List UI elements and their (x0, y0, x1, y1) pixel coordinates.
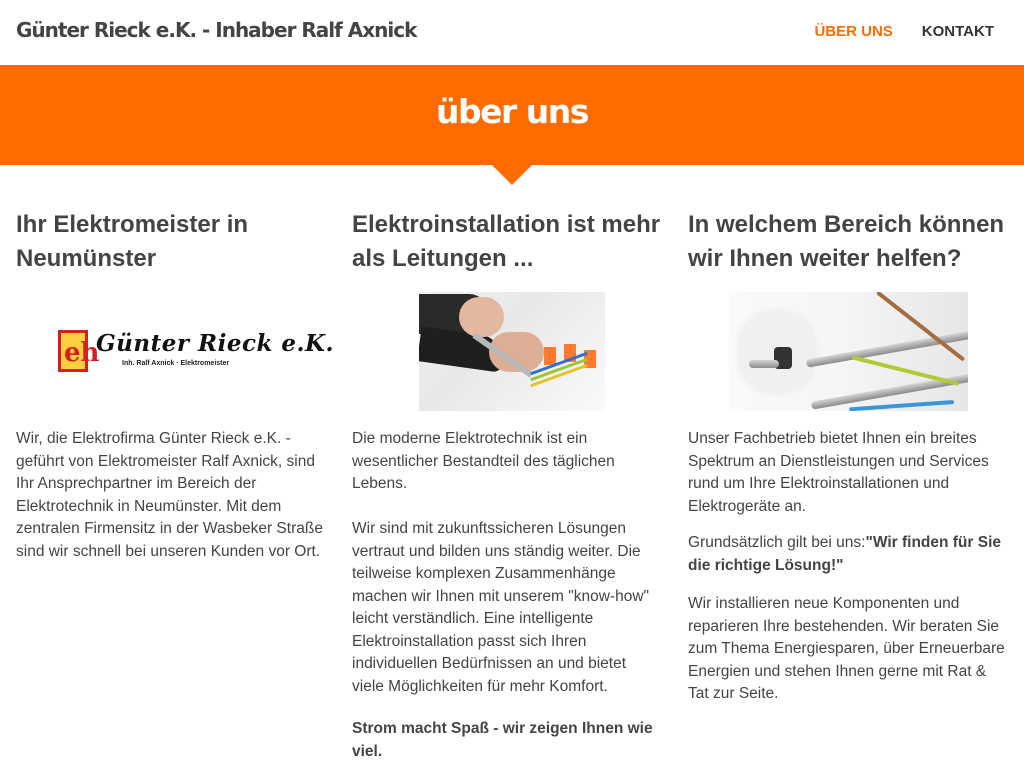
nav-item-kontakt[interactable]: KONTAKT (921, 23, 994, 40)
logo-mark-icon (58, 330, 100, 372)
photo-detail (459, 297, 504, 337)
nav-item-ueber-uns[interactable]: ÜBER UNS (814, 23, 893, 40)
navbar (0, 0, 1024, 65)
column-text (688, 532, 1008, 577)
company-logo (58, 330, 335, 376)
photo-detail (806, 304, 968, 367)
wiring-installation-photo (419, 292, 605, 411)
banner-pointer-arrow (492, 165, 532, 185)
column-bereiche (688, 208, 1008, 702)
power-plug-photo (729, 292, 968, 411)
motto-bold: "Wir finden für Sie die richtige Lösung!" (688, 534, 1002, 574)
photo-detail (849, 400, 954, 411)
logo-subtitle: Inh. Ralf Axnick · Elektromeister (122, 360, 230, 367)
column-text: Wir sind mit zukunftssicheren Lösungen vertraut und bilden uns ständig weiter. Die teilweise komplexen Zusammenhänge machen wir Ihnen mit unserem "know-how" leicht verständlich. Eine intelligente Elektroinstallation passt sich Ihren individuellen Bedürfnissen an und bietet viele Möglichkeiten für mehr Komfort. (352, 520, 650, 695)
motto-prefix: Grundsätzlich gilt bei uns: (688, 534, 866, 551)
column-heading: Elektroinstallation ist mehr als Leitungen ... (352, 211, 661, 272)
main-nav (814, 23, 994, 40)
column-tagline: Strom macht Spaß - wir zeigen Ihnen wie viel. (352, 720, 653, 760)
column-heading: In welchem Bereich können wir Ihnen weiter helfen? (688, 211, 1005, 272)
photo-detail (749, 360, 779, 368)
column-elektromeister (16, 208, 336, 560)
column-text: Wir installieren neue Komponenten und reparieren Ihre bestehenden. Wir beraten Sie zum Thema Energiesparen, über Erneuerbare Energien und stehen Ihnen gerne mit Rat & Tat zur Seite. (688, 595, 1005, 702)
hero-banner (0, 65, 1024, 165)
column-text: Die moderne Elektrotechnik ist ein wesentlicher Bestandteil des täglichen Lebens. (352, 430, 615, 492)
column-elektroinstallation (352, 208, 672, 760)
logo-mark-text: eh (64, 338, 100, 368)
brand-link[interactable]: Günter Rieck e.K. - Inhaber Ralf Axnick (16, 18, 417, 42)
logo-name: Günter Rieck e.K. (96, 330, 335, 357)
column-text: Unser Fachbetrieb bietet Ihnen ein breites Spektrum an Dienstleistungen und Services rund um Ihre Elektroinstallationen und Elektrogeräte an. (688, 430, 989, 515)
column-heading: Ihr Elektromeister in Neumünster (16, 211, 249, 272)
page-title: über uns (436, 92, 588, 131)
photo-detail (852, 355, 960, 385)
column-text: Wir, die Elektrofirma Günter Rieck e.K. - geführt von Elektromeister Ralf Axnick, sind Ihr Ansprechpartner im Bereich der Elektrotechnik in Neumünster. Mit dem zentralen Firmensitz in der Wasbeker Straße sind wir schnell bei unseren Kunden vor Ort. (16, 430, 323, 560)
